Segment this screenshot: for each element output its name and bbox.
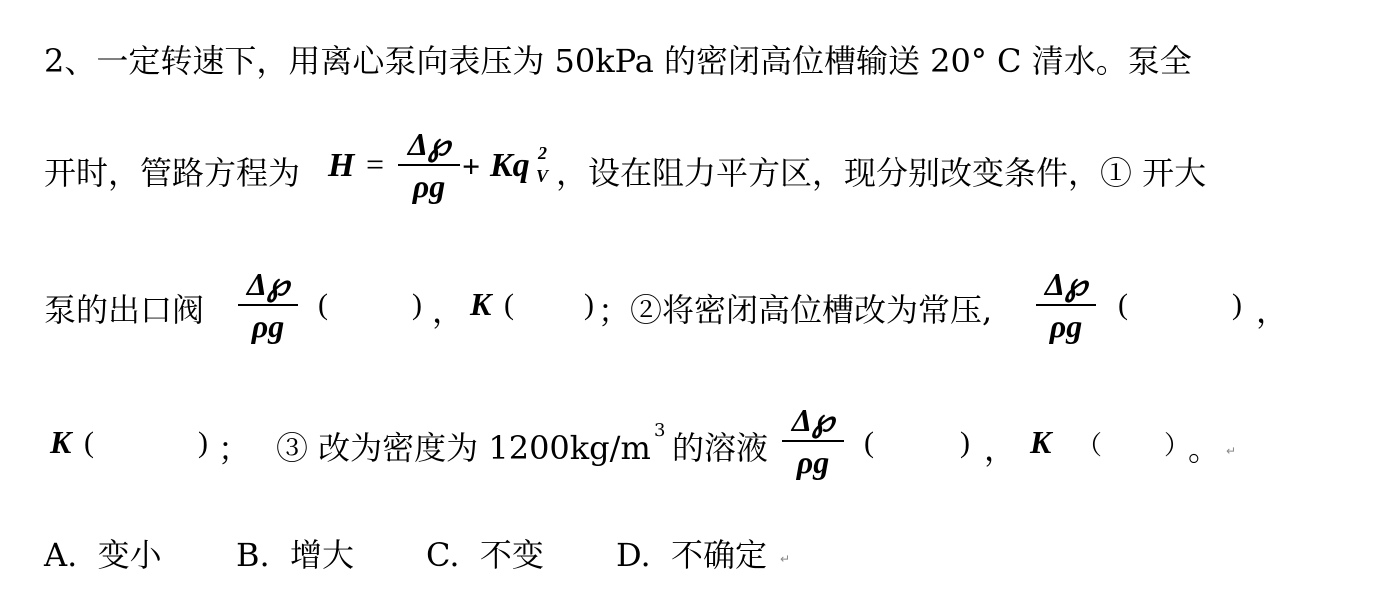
line4-semicolon: ； xyxy=(218,430,251,468)
line3-middle: ②将密闭高位槽改为常压, xyxy=(630,291,993,329)
line2-prefix: 开时，管路方程为 xyxy=(44,154,301,192)
line4-comma: ， xyxy=(984,430,1017,468)
line4-fraction xyxy=(782,402,844,480)
option-text: 变小 xyxy=(97,536,162,574)
option-a xyxy=(44,530,162,576)
blank-2-open-paren: ( xyxy=(504,288,514,321)
K-symbol: K xyxy=(50,424,72,460)
option-text: 增大 xyxy=(290,536,355,574)
option-c xyxy=(426,530,544,576)
blank-5-close-paren: ) xyxy=(960,426,970,459)
fraction-numerator: Δ℘ xyxy=(246,266,290,302)
option-d xyxy=(616,530,767,576)
fraction-bar xyxy=(782,440,844,442)
option-letter: A. xyxy=(44,536,78,574)
fraction-numerator: Δ℘ xyxy=(407,126,451,162)
superscript-3: 3 xyxy=(654,420,666,441)
blank-1-open-paren: ( xyxy=(318,288,328,321)
line3-prefix: 泵的出口阀 xyxy=(44,291,205,329)
line3-comma: ， xyxy=(432,292,465,330)
line3-end-comma: ， xyxy=(1256,292,1289,330)
K-symbol: K xyxy=(470,286,492,322)
option-letter: D. xyxy=(616,536,651,574)
question-line-1: 2、一定转速下，用离心泵向表压为 50kPa 的密闭高位槽输送 20° C 清水。泵全 xyxy=(44,42,1192,80)
K-symbol-2: K xyxy=(1030,424,1052,460)
blank-5-open-paren: ( xyxy=(864,426,874,459)
blank-6-open-paren: （ xyxy=(1076,431,1103,461)
eq-superscript-2: 2 xyxy=(538,143,547,163)
blank-4-close-paren: ) xyxy=(198,426,208,459)
fraction-denominator: ρg xyxy=(251,308,285,344)
blank-1-close-paren: ) xyxy=(412,288,422,321)
paragraph-return-mark: ↵ xyxy=(780,552,791,566)
eq-subscript-V: V xyxy=(536,166,549,186)
eq-equals: = xyxy=(366,146,385,182)
eq-H: H xyxy=(328,147,355,184)
blank-3-open-paren: ( xyxy=(1118,288,1128,321)
blank-6-close-paren: ） xyxy=(1164,431,1191,461)
option-text: 不确定 xyxy=(671,536,768,574)
fraction-denominator: ρg xyxy=(1049,308,1083,344)
eq-plus: + xyxy=(462,148,481,184)
blank-3-close-paren: ) xyxy=(1232,288,1242,321)
line4-mid-b: 的溶液 xyxy=(672,429,769,467)
fraction-bar xyxy=(398,164,460,166)
fraction-numerator: Δ℘ xyxy=(791,402,835,438)
blank-4-open-paren: ( xyxy=(84,426,94,459)
fraction-bar xyxy=(238,304,298,306)
fraction-bar xyxy=(1036,304,1096,306)
eq-Kq: Kq xyxy=(490,147,530,184)
line3-fraction-1 xyxy=(238,266,298,344)
paragraph-return-mark: ↵ xyxy=(1226,444,1237,458)
blank-2-close-paren: ) xyxy=(584,288,594,321)
line3-semicolon: ； xyxy=(598,292,631,330)
option-letter: B. xyxy=(236,536,270,574)
option-letter: C. xyxy=(426,536,460,574)
option-b xyxy=(236,530,354,576)
line3-fraction-2 xyxy=(1036,266,1096,344)
line2-suffix: ，设在阻力平方区，现分别改变条件，① 开大 xyxy=(556,154,1207,192)
line4-period: 。 xyxy=(1188,430,1221,468)
option-text: 不变 xyxy=(479,536,544,574)
line4-mid-a: ③ 改为密度为 1200kg/m xyxy=(276,429,651,467)
fraction-numerator: Δ℘ xyxy=(1044,266,1088,302)
fraction-denominator: ρg xyxy=(412,168,446,204)
fraction-denominator: ρg xyxy=(796,444,830,480)
line2-fraction xyxy=(398,126,460,204)
